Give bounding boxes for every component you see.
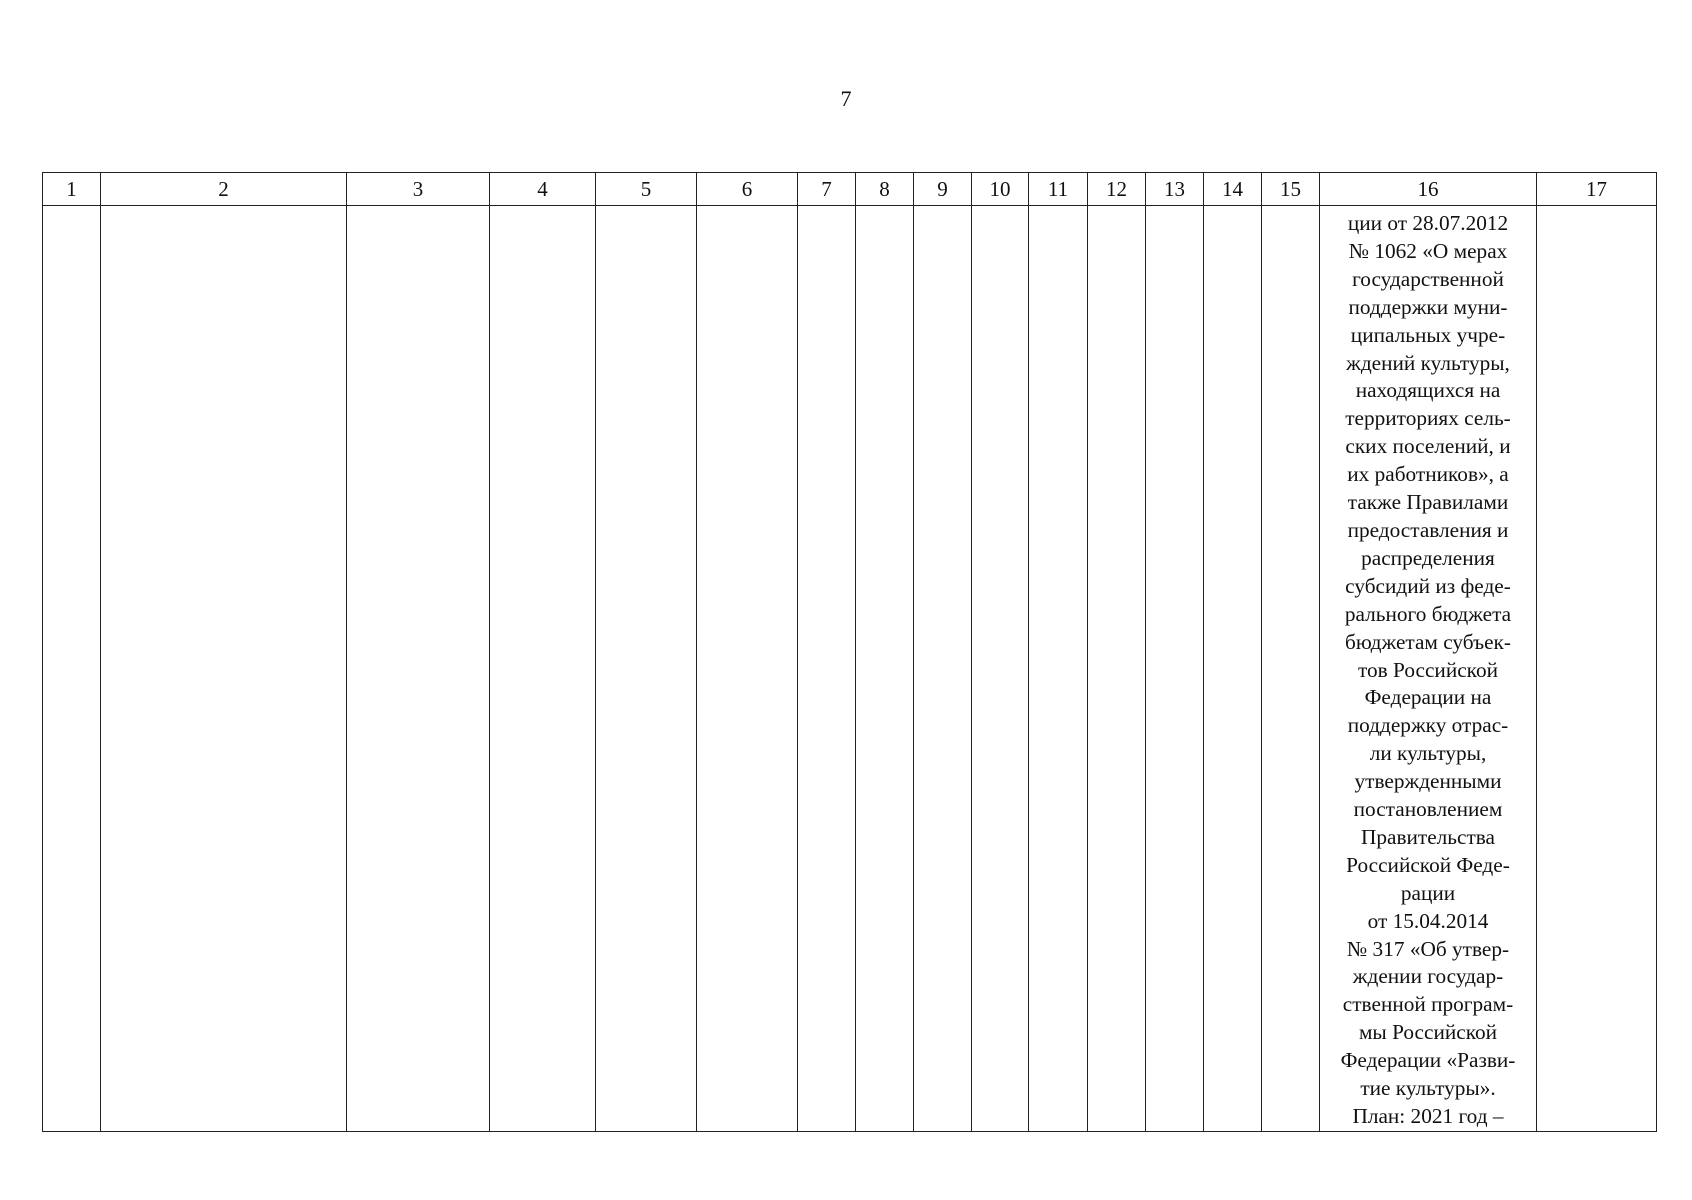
col-header-7: 7 (798, 173, 856, 206)
col-header-5: 5 (596, 173, 697, 206)
cell-col-16 (1320, 206, 1537, 1132)
text-line: бюджетам субъек- (1345, 629, 1511, 654)
col-header-3: 3 (347, 173, 490, 206)
text-line: предоставления и (1347, 517, 1509, 542)
text-line: от 15.04.2014 (1367, 908, 1489, 933)
page-number: 7 (840, 86, 852, 111)
text-line: территориях сель- (1345, 406, 1511, 431)
cell-col-10 (972, 206, 1029, 1132)
col-header-9: 9 (914, 173, 972, 206)
table-row (43, 206, 1657, 1132)
text-line: утвержденными (1354, 769, 1502, 794)
text-line: их работников», а (1347, 462, 1509, 487)
document-table (42, 172, 1657, 1132)
text-line: План: 2021 год – (1352, 1104, 1504, 1128)
col-header-13: 13 (1146, 173, 1204, 206)
col-header-14: 14 (1204, 173, 1262, 206)
col-header-17: 17 (1537, 173, 1657, 206)
text-line: № 317 «Об утвер- (1346, 936, 1510, 961)
cell-col-6 (697, 206, 798, 1132)
cell-col-2 (101, 206, 347, 1132)
text-line: Федерации на (1364, 685, 1492, 710)
col-header-16: 16 (1320, 173, 1537, 206)
cell-col-12 (1088, 206, 1146, 1132)
text-line: ждений культуры, (1346, 350, 1510, 375)
text-line: тие культуры». (1360, 1076, 1496, 1101)
cell-col-11 (1029, 206, 1088, 1132)
cell-col-16-text (1320, 206, 1536, 1131)
text-line: государственной (1352, 266, 1504, 291)
col-header-4: 4 (490, 173, 596, 206)
text-line: ских поселений, и (1345, 434, 1511, 459)
column-number-row (43, 173, 1657, 206)
text-line: Федерации «Разви- (1340, 1048, 1516, 1073)
text-line: Правительства (1360, 824, 1496, 849)
text-line: субсидий из феде- (1345, 573, 1511, 598)
col-header-15: 15 (1262, 173, 1320, 206)
cell-col-8 (856, 206, 914, 1132)
col-header-2: 2 (101, 173, 347, 206)
text-line: поддержку отрас- (1347, 713, 1509, 738)
text-line: постановлением (1353, 797, 1503, 822)
text-line: тов Российской (1357, 657, 1498, 682)
text-line: также Правилами (1347, 490, 1509, 515)
text-line: рации (1400, 880, 1456, 905)
col-header-6: 6 (697, 173, 798, 206)
text-line: ции от 28.07.2012 (1347, 211, 1509, 235)
col-header-10: 10 (972, 173, 1029, 206)
text-line: находящихся на (1355, 378, 1501, 403)
cell-col-14 (1204, 206, 1262, 1132)
text-line: поддержки муни- (1348, 294, 1508, 319)
text-line: ципальных учре- (1350, 322, 1506, 347)
cell-col-17 (1537, 206, 1657, 1132)
text-line: ли культуры, (1369, 741, 1487, 766)
text-line: ждении государ- (1352, 964, 1504, 989)
text-line: распределения (1361, 545, 1495, 570)
text-line: ственной програм- (1342, 992, 1514, 1017)
cell-col-1 (43, 206, 101, 1132)
cell-col-3 (347, 206, 490, 1132)
text-line: мы Российской (1358, 1020, 1498, 1045)
col-header-11: 11 (1029, 173, 1088, 206)
col-header-8: 8 (856, 173, 914, 206)
cell-col-9 (914, 206, 972, 1132)
cell-col-4 (490, 206, 596, 1132)
cell-col-5 (596, 206, 697, 1132)
cell-col-13 (1146, 206, 1204, 1132)
cell-col-7 (798, 206, 856, 1132)
col-header-12: 12 (1088, 173, 1146, 206)
text-line: Российской Феде- (1346, 852, 1510, 877)
text-line: № 1062 «О мерах (1348, 238, 1508, 263)
cell-col-15 (1262, 206, 1320, 1132)
col-header-1: 1 (43, 173, 101, 206)
text-line: рального бюджета (1344, 601, 1512, 626)
